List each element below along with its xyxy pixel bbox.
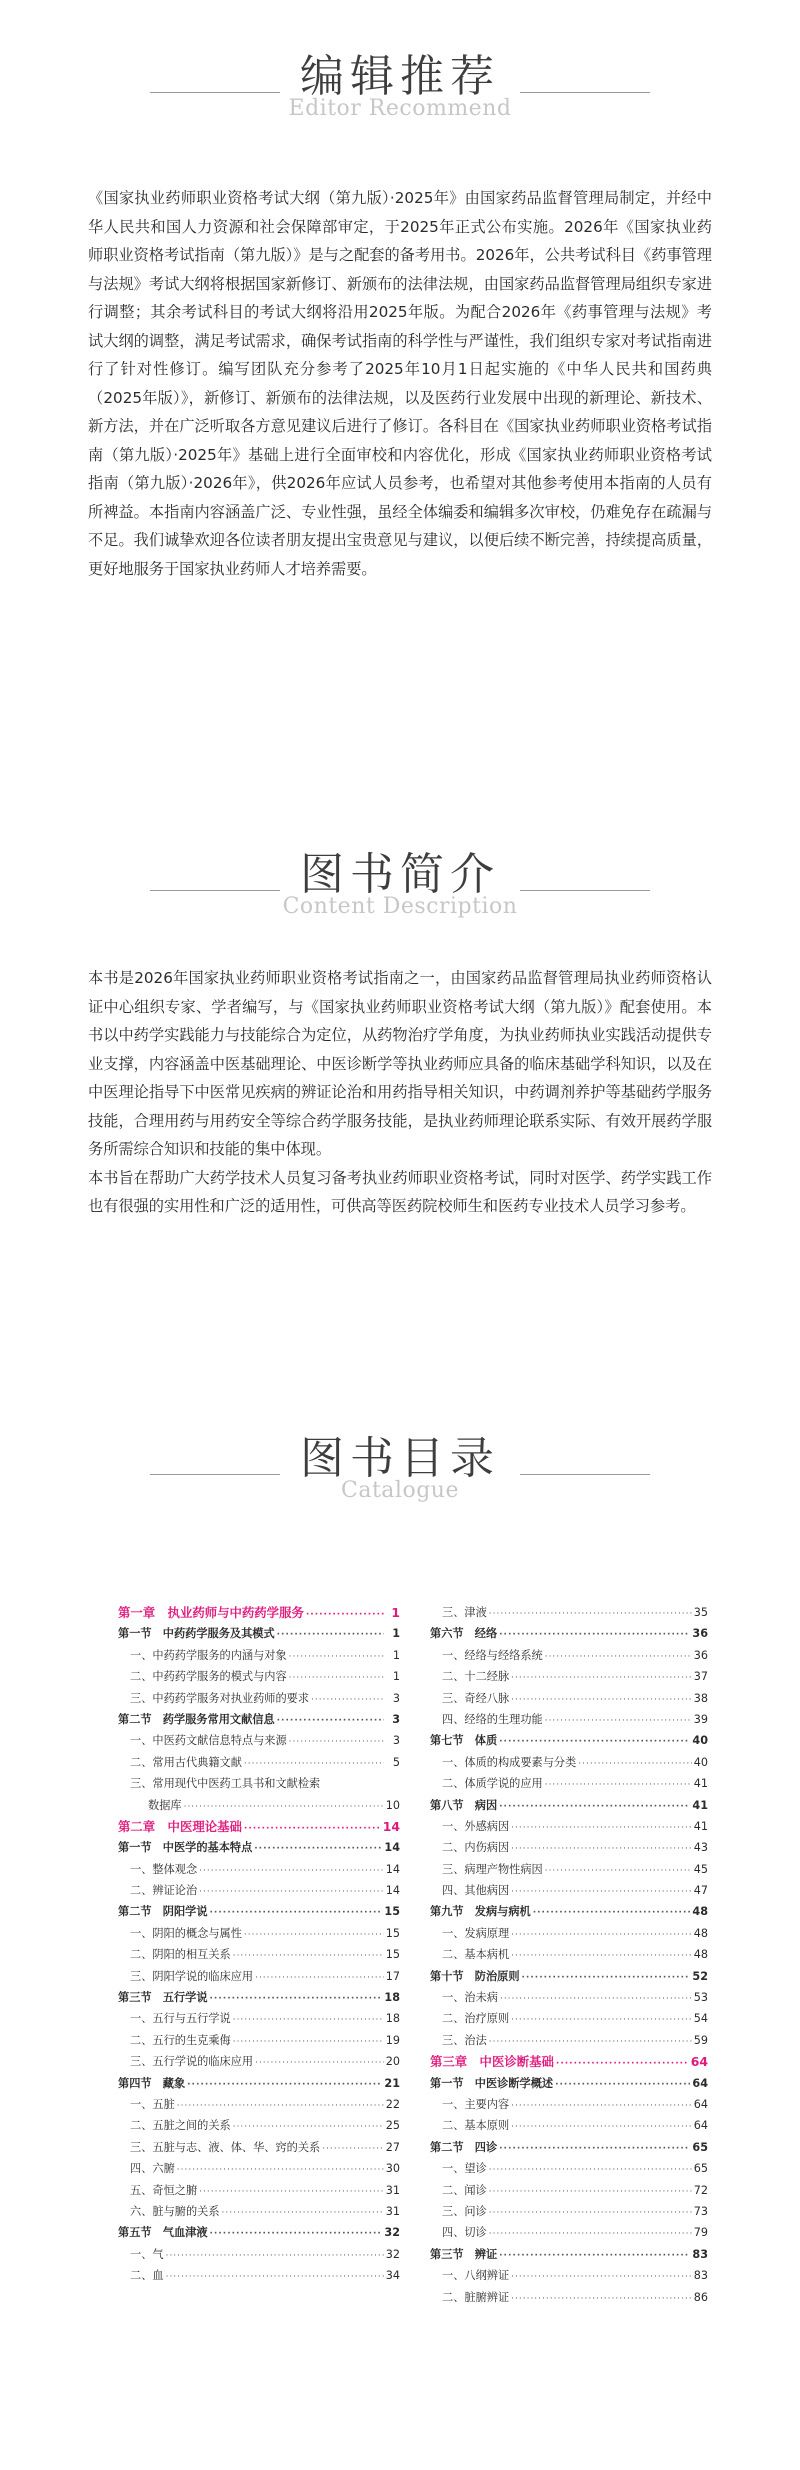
toc-item (118, 2180, 400, 2201)
toc-page-number: 21 (384, 2076, 400, 2090)
toc-entry-title: 四、六腑 (130, 2162, 175, 2176)
toc-leader-dots (511, 2267, 692, 2286)
toc-leader-dots (210, 2224, 383, 2243)
toc-entry-title: 第二节 阴阳学说 (118, 1905, 208, 1919)
toc-leader-dots (545, 1647, 692, 1666)
toc-leader-dots (255, 2053, 384, 2072)
toc-page-number: 48 (693, 1948, 708, 1962)
toc-page-number: 48 (692, 1905, 708, 1919)
toc-entry-title: 二、中药药学服务的模式与内容 (130, 1670, 287, 1684)
toc-entry-title: 第四节 藏象 (118, 2076, 186, 2090)
toc-entry-title: 一、经络与经络系统 (442, 1648, 543, 1662)
toc-leader-dots (511, 1882, 692, 1901)
header-rule-right (520, 890, 650, 891)
toc-page-number: 3 (392, 1712, 400, 1726)
toc-entry-title: 第一节 中医诊断学概述 (430, 2076, 554, 2090)
toc-entry-title: 三、病理产物性病因 (442, 1862, 543, 1876)
toc-leader-dots (511, 1925, 692, 1944)
toc-item (430, 2158, 708, 2179)
toc-section (430, 1730, 708, 1751)
toc-page-number: 64 (692, 2076, 708, 2090)
paragraph: 本书是2026年国家执业药师职业资格考试指南之一，由国家药品监督管理局执业药师资格认证中心组织专家、学者编写，与《国家执业药师职业资格考试大纲（第九版）》配套使用。本书以中药学实践能力与技能综合为定位，从药物治疗学角度，为执业药师执业实践活动提供专业支撑，内容涵盖中医基础理论、中医诊断学等执业药师应具备的临床基础学科知识，以及在中医理论指导下中医常见疾病的辨证论治和用药指导相关知识，中药调剂养护等基础药学服务技能，合理用药与用药安全等综合药学服务技能，是执业药师理论联系实际、有效开展药学服务所需综合知识和技能的集中体现。 (88, 969, 712, 1158)
toc-cont (118, 1795, 400, 1816)
toc-entry-title: 三、常用现代中医药工具书和文献检索 (130, 1777, 321, 1791)
toc-leader-dots (499, 2139, 690, 2158)
toc-item (118, 1944, 400, 1965)
toc-leader-dots (277, 1711, 384, 1730)
content-description-text (88, 964, 712, 1221)
toc-item (430, 2094, 708, 2115)
toc-item (118, 2265, 400, 2286)
toc-chapter (430, 2051, 708, 2072)
toc-page-number: 17 (385, 1969, 400, 1983)
toc-entry-title: 三、津液 (442, 1606, 487, 1619)
toc-leader-dots (499, 1625, 690, 1644)
editor-recommend-text (88, 184, 712, 583)
toc-leader-dots (511, 2010, 692, 2029)
toc-leader-dots (499, 2246, 690, 2265)
toc-entry-title: 二、常用古代典籍文献 (130, 1755, 242, 1769)
toc-entry-title: 一、体质的构成要素与分类 (442, 1755, 577, 1769)
toc-leader-dots (511, 2117, 692, 2136)
toc-leader-dots (500, 1989, 692, 2008)
section-title: 编辑推荐 (300, 51, 500, 102)
toc-item (430, 1880, 708, 1901)
toc-item (430, 1752, 708, 1773)
toc-page-number: 32 (384, 2226, 400, 2240)
toc-leader-dots (222, 2203, 384, 2222)
toc-item (430, 1944, 708, 1965)
toc-item (118, 2094, 400, 2115)
toc-leader-dots (306, 1605, 384, 1623)
toc-item (118, 1966, 400, 1987)
toc-page-number: 15 (384, 1905, 400, 1919)
toc-leader-dots (177, 2160, 384, 2179)
toc-entry-title: 三、治法 (442, 2033, 487, 2047)
toc-page-number: 25 (385, 2119, 400, 2133)
toc-item (430, 2265, 708, 2286)
toc-leader-dots (545, 1775, 692, 1794)
toc-entry-title: 第一节 中医学的基本特点 (118, 1841, 253, 1855)
toc-entry-title: 一、五行与五行学说 (130, 2012, 231, 2026)
toc-entry-title: 二、血 (130, 2269, 164, 2283)
paragraph: 本书旨在帮助广大药学技术人员复习备考执业药师职业资格考试，同时对医学、药学实践工作也有很强的实用性和广泛的适用性，可供高等医药院校师生和医药专业技术人员学习参考。 (88, 1168, 712, 1215)
toc-leader-dots (311, 1690, 384, 1709)
toc-item (118, 2137, 400, 2158)
toc-leader-dots (166, 2267, 384, 2286)
toc-item (430, 2222, 708, 2243)
toc-item (430, 2201, 708, 2222)
toc-entry-title: 第二节 药学服务常用文献信息 (118, 1712, 275, 1726)
toc-section (430, 2244, 708, 2265)
toc-leader-dots (244, 1925, 384, 1944)
toc-page-number: 40 (692, 1734, 708, 1748)
section-title: 图书目录 (300, 1433, 500, 1484)
toc-entry-title: 二、内伤病因 (442, 1841, 510, 1855)
toc-leader-dots (233, 2010, 384, 2029)
toc-leader-dots (545, 1711, 692, 1730)
toc-item (430, 2030, 708, 2051)
toc-page-number: 83 (693, 2269, 708, 2283)
toc-item (118, 2030, 400, 2051)
toc-entry-title: 二、五行的生克乘侮 (130, 2033, 231, 2047)
toc-entry-title: 四、切诊 (442, 2226, 487, 2240)
toc-page-number: 39 (693, 1712, 708, 1726)
toc-item (430, 1602, 708, 1623)
toc-item (430, 1923, 708, 1944)
toc-item (118, 2115, 400, 2136)
toc-leader-dots (289, 1668, 384, 1687)
toc-item (430, 1816, 708, 1837)
toc-page-number: 54 (693, 2012, 708, 2026)
toc-page-number: 14 (382, 1818, 400, 1834)
toc-page-number: 1 (392, 1670, 400, 1684)
toc-page-number: 40 (693, 1755, 708, 1769)
toc-item (118, 2201, 400, 2222)
toc-page-number: 59 (693, 2033, 708, 2047)
toc-entry-title: 第五节 气血津液 (118, 2226, 208, 2240)
toc-leader-dots (289, 1732, 384, 1751)
toc-leader-dots (244, 1754, 384, 1773)
toc-section (118, 1709, 400, 1730)
toc-entry-title: 二、辨证论治 (130, 1884, 198, 1898)
toc-entry-title: 三、五行学说的临床应用 (130, 2055, 254, 2069)
toc-entry-title: 第二节 四诊 (430, 2140, 498, 2154)
toc-page-number: 43 (693, 1841, 708, 1855)
toc-leader-dots (499, 1732, 690, 1751)
toc-page-number: 79 (693, 2226, 708, 2240)
toc-leader-dots (210, 1989, 383, 2008)
toc-leader-dots (511, 2289, 692, 2308)
toc-entry-title: 第二章 中医理论基础 (118, 1818, 242, 1834)
toc-section (118, 2222, 400, 2243)
toc-page-number: 64 (690, 2054, 708, 2070)
toc-page-number: 3 (392, 1734, 400, 1748)
toc-page-number: 30 (385, 2162, 400, 2176)
toc-page-number: 35 (693, 1606, 708, 1619)
toc-leader-dots (199, 1861, 384, 1880)
toc-item (430, 1688, 708, 1709)
toc-section (118, 1837, 400, 1858)
toc-item (430, 2180, 708, 2201)
toc-leader-dots (233, 2117, 384, 2136)
toc-section (430, 2073, 708, 2094)
toc-page-number: 31 (385, 2204, 400, 2218)
section-title: 图书简介 (300, 849, 500, 900)
toc-page-number: 41 (693, 1819, 708, 1833)
toc-page-number: 73 (693, 2204, 708, 2218)
toc-page-number: 19 (385, 2033, 400, 2047)
toc-section (430, 1901, 708, 1922)
content-description-header (0, 838, 800, 948)
toc-item (118, 2244, 400, 2265)
toc-page-number: 41 (693, 1777, 708, 1791)
toc-leader-dots (545, 1861, 692, 1880)
toc-item (430, 1645, 708, 1666)
toc-leader-dots (489, 2160, 692, 2179)
toc-page-number: 14 (385, 1862, 400, 1876)
toc-entry-title: 第三节 辨证 (430, 2247, 498, 2261)
toc-leader-dots (489, 2032, 692, 2051)
toc-page-number: 32 (385, 2247, 400, 2261)
toc-leader-dots (289, 1647, 384, 1666)
toc-page-number: 14 (385, 1884, 400, 1898)
toc-entry-title: 一、发病原理 (442, 1926, 510, 1940)
toc-item (430, 1709, 708, 1730)
toc-page-number: 10 (385, 1798, 400, 1812)
toc-entry-title: 一、中药药学服务的内涵与对象 (130, 1648, 287, 1662)
toc-entry-title: 一、望诊 (442, 2162, 487, 2176)
toc-page-number: 18 (385, 2012, 400, 2026)
toc-leader-dots (254, 1839, 382, 1858)
toc-page-number: 22 (385, 2097, 400, 2111)
toc-entry-title: 第六节 经络 (430, 1627, 498, 1641)
toc-leader-dots (184, 1797, 384, 1816)
toc-leader-dots (489, 2182, 692, 2201)
section-subtitle: Editor Recommend (288, 96, 512, 121)
toc-item (118, 1666, 400, 1687)
toc-entry-title: 一、整体观念 (130, 1862, 198, 1876)
toc-page-number: 48 (693, 1926, 708, 1940)
toc-section (430, 1966, 708, 1987)
toc-entry-title: 二、脏腑辨证 (442, 2290, 510, 2304)
toc-page-number: 20 (385, 2055, 400, 2069)
toc-page-number: 1 (391, 1605, 400, 1620)
toc-entry-title: 第一节 中药药学服务及其模式 (118, 1627, 275, 1641)
toc-section (430, 2137, 708, 2158)
toc-item (430, 1666, 708, 1687)
toc-entry-title: 二、十二经脉 (442, 1670, 510, 1684)
toc-entry-title: 二、五脏之间的关系 (130, 2119, 231, 2133)
toc-entry-title: 一、阴阳的概念与属性 (130, 1926, 242, 1940)
toc-leader-dots (166, 2246, 384, 2265)
toc-entry-title: 四、经络的生理功能 (442, 1712, 543, 1726)
toc-item (118, 2008, 400, 2029)
toc-entry-title: 二、基本病机 (442, 1948, 510, 1962)
toc-entry-title: 六、脏与腑的关系 (130, 2204, 220, 2218)
toc-entry-title: 第八节 病因 (430, 1798, 498, 1812)
toc-entry-title: 二、体质学说的应用 (442, 1777, 543, 1791)
toc-page-number: 1 (392, 1627, 400, 1641)
editor-recommend-header (0, 40, 800, 150)
toc-page-number: 45 (693, 1862, 708, 1876)
toc-item (430, 2287, 708, 2308)
toc-page-number: 34 (385, 2269, 400, 2283)
toc-entry-title: 三、阴阳学说的临床应用 (130, 1969, 254, 1983)
toc-entry-title: 一、治未病 (442, 1991, 498, 2005)
toc-entry-title: 五、奇恒之腑 (130, 2183, 198, 2197)
toc-item (430, 1859, 708, 1880)
toc-entry-title: 四、其他病因 (442, 1884, 510, 1898)
toc-leader-dots (511, 2096, 692, 2115)
toc-page-number: 64 (693, 2097, 708, 2111)
toc-entry-title: 第三章 中医诊断基础 (430, 2054, 554, 2070)
toc-page-number: 1 (392, 1648, 400, 1662)
toc-section (430, 1623, 708, 1644)
toc-leader-dots (555, 2075, 690, 2094)
section-subtitle: Catalogue (341, 1478, 459, 1503)
toc-page-number: 38 (693, 1691, 708, 1705)
toc-entry-title: 一、气 (130, 2247, 164, 2261)
catalogue-header (0, 1422, 800, 1532)
toc-section (118, 1901, 400, 1922)
toc-chapter (118, 1602, 400, 1623)
toc-item (430, 1773, 708, 1794)
toc-page-number: 41 (692, 1798, 708, 1812)
toc-entry-title: 一、八纲辨证 (442, 2269, 510, 2283)
toc-entry-title: 一、外感病因 (442, 1819, 510, 1833)
toc-item (118, 1773, 400, 1794)
toc-page-number: 15 (385, 1926, 400, 1940)
toc-page-number: 18 (384, 1991, 400, 2005)
toc-leader-dots (511, 1818, 692, 1837)
toc-item (430, 2115, 708, 2136)
toc-entry-title: 一、主要内容 (442, 2097, 510, 2111)
toc-leader-dots (233, 1946, 384, 1965)
toc-entry-title: 第九节 发病与病机 (430, 1905, 531, 1919)
toc-entry-title: 三、五脏与志、液、体、华、窍的关系 (130, 2140, 321, 2154)
toc-item (118, 1645, 400, 1666)
toc-entry-title: 一、中医药文献信息特点与来源 (130, 1734, 287, 1748)
toc-leader-dots (556, 2054, 689, 2072)
toc-left-column (118, 1602, 400, 2287)
toc-leader-dots (489, 1604, 692, 1623)
toc-item (430, 1837, 708, 1858)
toc-page-number: 65 (693, 2162, 708, 2176)
toc-leader-dots (511, 1946, 692, 1965)
toc-leader-dots (511, 1839, 692, 1858)
toc-entry-title: 二、闻诊 (442, 2183, 487, 2197)
header-rule-right (520, 92, 650, 93)
toc-leader-dots (522, 1968, 691, 1987)
toc-section (118, 2073, 400, 2094)
toc-entry-title: 二、阴阳的相互关系 (130, 1948, 231, 1962)
toc-leader-dots (489, 2224, 692, 2243)
toc-chapter (118, 1816, 400, 1837)
toc-page-number: 72 (693, 2183, 708, 2197)
toc-page-number: 47 (693, 1884, 708, 1898)
toc-page-number: 36 (692, 1627, 708, 1641)
toc-item (118, 1923, 400, 1944)
toc-section (118, 1623, 400, 1644)
toc-page-number: 53 (693, 1991, 708, 2005)
toc-page-number: 14 (384, 1841, 400, 1855)
toc-leader-dots (177, 2096, 384, 2115)
toc-entry-title: 二、治疗原则 (442, 2012, 510, 2026)
toc-leader-dots (322, 2139, 384, 2158)
toc-section (430, 1795, 708, 1816)
toc-leader-dots (499, 1797, 690, 1816)
toc-entry-title: 第一章 执业药师与中药药学服务 (118, 1605, 304, 1620)
toc-entry-title: 三、奇经八脉 (442, 1691, 510, 1705)
toc-right-column (430, 1602, 708, 2308)
toc-page-number: 5 (392, 1755, 400, 1769)
toc-entry-title: 二、基本原则 (442, 2119, 510, 2133)
toc-page-number: 52 (692, 1969, 708, 1983)
toc-leader-dots (199, 2182, 384, 2201)
toc-entry-title: 三、中药药学服务对执业药师的要求 (130, 1691, 310, 1705)
toc-item (118, 2158, 400, 2179)
toc-item (430, 1987, 708, 2008)
toc-entry-title: 三、问诊 (442, 2204, 487, 2218)
toc-item (430, 2008, 708, 2029)
toc-leader-dots (511, 1690, 692, 1709)
toc-leader-dots (199, 1882, 384, 1901)
toc-entry-title: 一、五脏 (130, 2097, 175, 2111)
toc-leader-dots (511, 1668, 692, 1687)
toc-entry-title: 第十节 防治原则 (430, 1969, 520, 1983)
toc-leader-dots (578, 1754, 691, 1773)
paragraph: 《国家执业药师职业资格考试大纲（第九版）·2025年》由国家药品监督管理局制定，并经中华人民共和国人力资源和社会保障部审定，于2025年正式公布实施。2026年《国家执业药师职业资格考试指南（第九版）》是与之配套的备考用书。2026年，公共考试科目《药事管理与法规》考试大纲将根据国家新修订、新颁布的法律法规，由国家药品监督管理局组织专家进行调整；其余考试科目的考试大纲将沿用2025年版。为配合2026年《药事管理与法规》考试大纲的调整，满足考试需求，确保考试指南的科学性与严谨性，我们组织专家对考试指南进行了针对性修订。编写团队充分参考了2025年10月1日起实施的《中华人民共和国药典（2025年版）》，新修订、新颁布的法律法规，以及医药行业发展中出现的新理论、新技术、新方法，并在广泛听取各方意见建议后进行了修订。各科目在《国家执业药师职业资格考试指南（第九版）·2025年》基础上进行全面审校和内容优化，形成《国家执业药师职业资格考试指南（第九版）·2026年》，供2026年应试人员参考，也希望对其他参考使用本指南的人员有所裨益。本指南内容涵盖广泛、专业性强，虽经全体编委和编辑多次审校，仍难免存在疏漏与不足。我们诚挚欢迎各位读者朋友提出宝贵意见与建议，以便后续不断完善，持续提高质量，更好地服务于国家执业药师人才培养需要。 (88, 189, 712, 578)
toc-page-number: 3 (392, 1691, 400, 1705)
toc-page-number: 15 (385, 1948, 400, 1962)
toc-leader-dots (277, 1625, 384, 1644)
toc-item (118, 1730, 400, 1751)
toc-leader-dots (210, 1903, 383, 1922)
toc-page-number: 64 (693, 2119, 708, 2133)
toc-page-number: 86 (693, 2290, 708, 2304)
toc-entry-title: 数据库 (148, 1798, 182, 1812)
toc-leader-dots (187, 2075, 382, 2094)
toc-page-number: 83 (692, 2247, 708, 2261)
section-subtitle: Content Description (282, 894, 518, 919)
toc-page-number: 65 (692, 2140, 708, 2154)
toc-leader-dots (489, 2203, 692, 2222)
toc-entry-title: 第三节 五行学说 (118, 1991, 208, 2005)
toc-item (118, 1752, 400, 1773)
toc-entry-title: 第七节 体质 (430, 1734, 498, 1748)
toc-section (118, 1987, 400, 2008)
toc-item (118, 1688, 400, 1709)
toc-item (118, 2051, 400, 2072)
toc-item (118, 1859, 400, 1880)
toc-leader-dots (244, 1819, 381, 1837)
header-rule-right (520, 1474, 650, 1475)
toc-page-number: 36 (693, 1648, 708, 1662)
toc-page-number: 37 (693, 1670, 708, 1684)
toc-leader-dots (533, 1903, 691, 1922)
toc-page-number: 31 (385, 2183, 400, 2197)
toc-leader-dots (233, 2032, 384, 2051)
toc-item (118, 1880, 400, 1901)
toc-leader-dots (255, 1968, 384, 1987)
toc-page-number: 27 (385, 2140, 400, 2154)
